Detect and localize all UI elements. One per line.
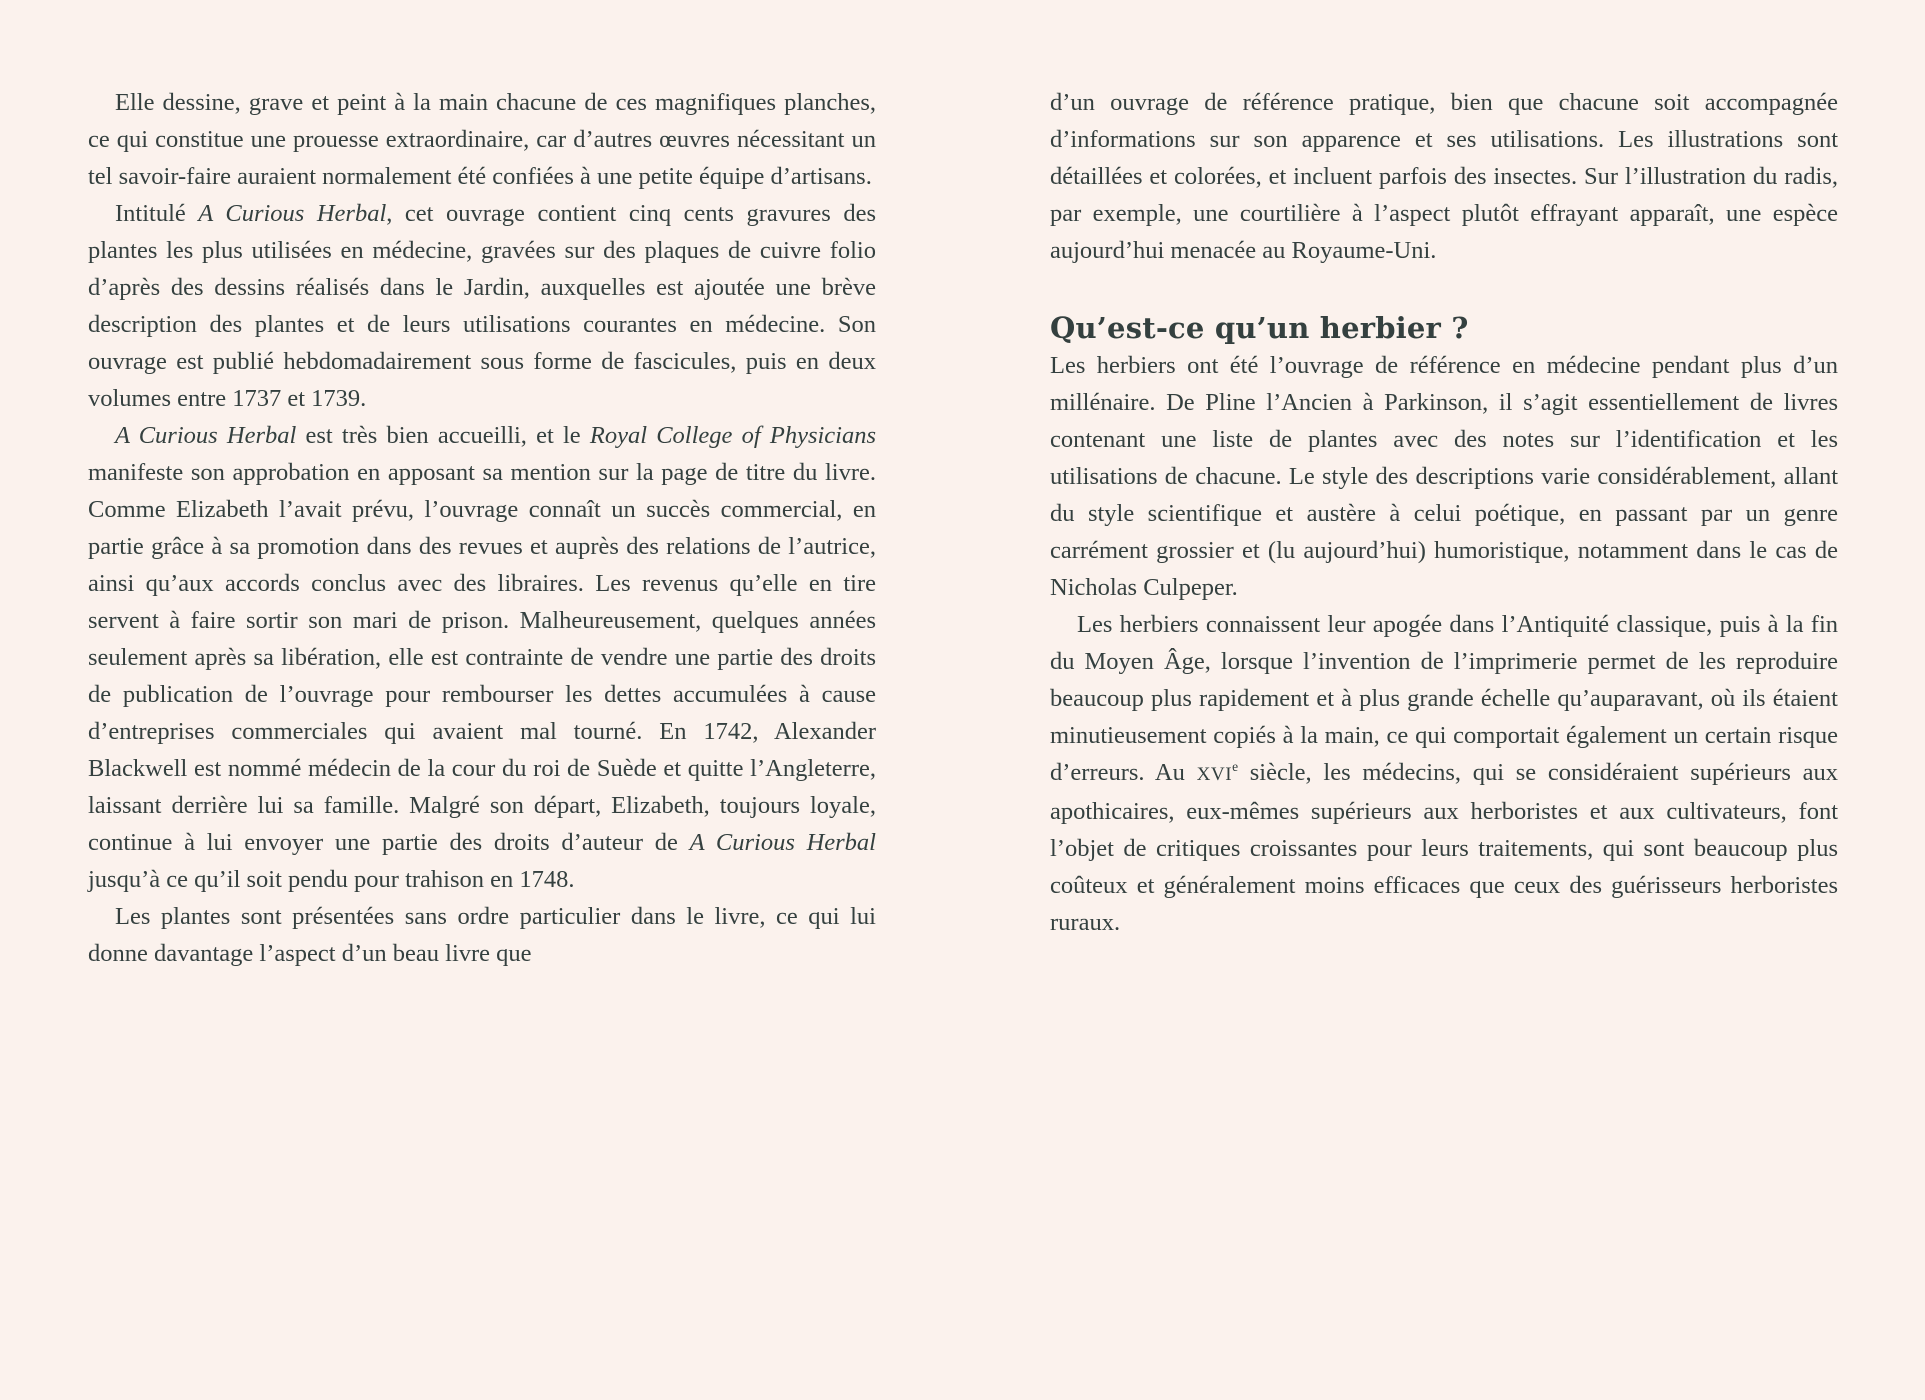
text-run: , cet ouvrage contient cinq cents gravures des plantes les plus utilisées en médecine, gravées sur des plaques de cuivre folio d’après des dessins réalisés dans le Jardin, auxquelles est ajoutée une brève description des plantes et de leurs utilisations courantes en médecine. Son ouvrage est publié hebdomadairement sous forme de fascicules, puis en deux volumes entre 1737 et 1739. [88,200,876,412]
paragraph: d’un ouvrage de référence pratique, bien que chacune soit accompagnée d’informations sur son apparence et ses utilisations. Les illustrations sont détaillées et colorées, et incluent parfois des insectes. Sur l’illustration du radis, par exemple, une courtilière à l’aspect plutôt effrayant apparaît, une espèce aujourd’hui menacée au Royaume-Uni. [1050,89,1838,264]
right-page [1050,84,1838,941]
ordinal-superscript: e [1232,758,1239,774]
left-page [88,84,876,972]
century-numeral: XVI [1196,764,1233,785]
book-title: A Curious Herbal [198,200,387,227]
paragraph: Les herbiers ont été l’ouvrage de référence en médecine pendant plus d’un millénaire. De Pline l’Ancien à Parkinson, il s’agit essentiellement de livres contenant une liste de plantes avec des notes sur l’identification et les utilisations de chacune. Le style des descriptions varie considérablement, allant du style scientifique et austère à celui poétique, en passant par un genre carrément grossier et (lu aujourd’hui) humoristique, notamment dans le cas de Nicholas Culpeper. [1050,352,1838,601]
paragraph [88,195,876,417]
institution-name: Royal College of Physicians [589,422,877,449]
book-title: A Curious Herbal [115,422,297,449]
text-run: Les herbiers connaissent leur apogée dans l’Antiquité classique, puis à la fin du Moyen Âge, lorsque l’invention de l’imprimerie permet de les reproduire beaucoup plus rapidement et à plus grande échelle qu’auparavant, où ils étaient minutieusement copiés à la main, ce qui comportait également un certain risque d’erreurs. Au [1050,611,1838,786]
text-run: est très bien accueilli, et le [296,422,590,449]
text-run: Intitulé [115,200,199,227]
paragraph: Elle dessine, grave et peint à la main chacune de ces magnifiques planches, ce qui constitue une prouesse extraordinaire, car d’autres œuvres nécessitant un tel savoir-faire auraient normalement été confiées à une petite équipe d’artisans. [88,89,876,190]
section-heading: Qu’est-ce qu’un herbier ? [1050,311,1469,345]
paragraph [88,417,876,898]
text-run: siècle, les médecins, qui se considéraient supérieurs aux apothicaires, eux-mêmes supérieurs aux herboristes et aux cultivateurs, font l’objet de critiques croissantes pour leurs traitements, qui sont beaucoup plus coûteux et généralement moins efficaces que ceux des guérisseurs herboristes ruraux. [1050,759,1838,936]
text-run: manifeste son approbation en apposant sa mention sur la page de titre du livre. Comme Elizabeth l’avait prévu, l’ouvrage connaît un succès commercial, en partie grâce à sa promotion dans des revues et auprès des relations de l’autrice, ainsi qu’aux accords conclus avec des libraires. Les revenus qu’elle en tire servent à faire sortir son mari de prison. Malheureusement, quelques années seulement après sa libération, elle est contrainte de vendre une partie des droits de publication de l’ouvrage pour rembourser les dettes accumulées à cause d’entreprises commerciales qui avaient mal tourné. En 1742, Alexander Blackwell est nommé médecin de la cour du roi de Suède et quitte l’Angleterre, laissant derrière lui sa famille. Malgré son départ, Elizabeth, toujours loyale, continue à lui envoyer une partie des droits d’auteur de [88,459,876,856]
book-title: A Curious Herbal [689,829,876,856]
paragraph [1050,606,1838,941]
paragraph: Les plantes sont présentées sans ordre particulier dans le livre, ce qui lui donne davantage l’aspect d’un beau livre que [88,903,876,967]
text-run: jusqu’à ce qu’il soit pendu pour trahison en 1748. [88,866,575,893]
